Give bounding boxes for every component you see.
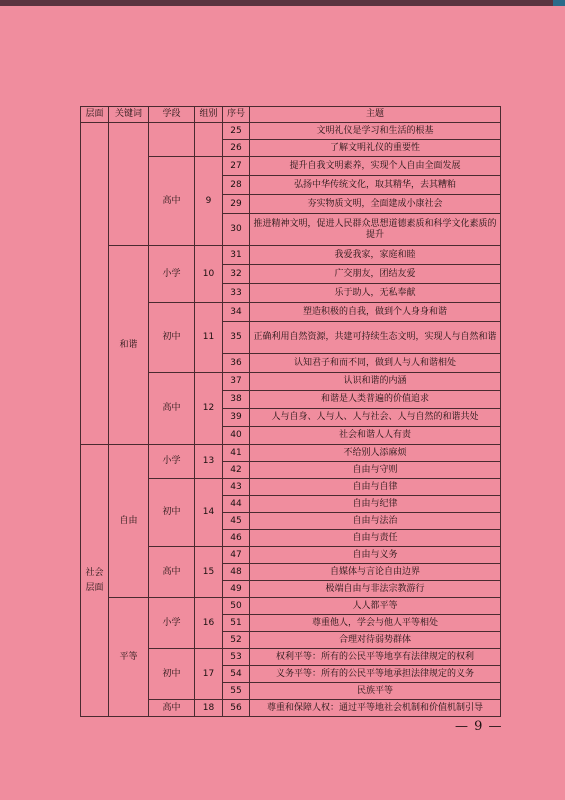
theme-cell: 认识和谐的内涵 <box>250 373 501 391</box>
seq-cell: 28 <box>223 176 250 195</box>
theme-cell: 民族平等 <box>250 683 501 700</box>
theme-cell: 极端自由与非法宗教游行 <box>250 581 501 598</box>
keyword-cell: 平等 <box>109 598 149 717</box>
stage-cell: 高中 <box>149 700 195 717</box>
theme-cell: 乐于助人，无私奉献 <box>250 284 501 303</box>
stage-cell: 小学 <box>149 246 195 303</box>
theme-cell: 自由与责任 <box>250 530 501 547</box>
header-group: 组别 <box>195 107 223 123</box>
page-number: — 9 — <box>455 719 503 734</box>
seq-cell: 33 <box>223 284 250 303</box>
theme-cell: 社会和谐人人有责 <box>250 427 501 445</box>
seq-cell: 44 <box>223 496 250 513</box>
theme-cell: 不给别人添麻烦 <box>250 445 501 462</box>
group-cell: 15 <box>195 547 223 598</box>
header-stage: 学段 <box>149 107 195 123</box>
seq-cell: 47 <box>223 547 250 564</box>
stage-cell: 高中 <box>149 547 195 598</box>
seq-cell: 55 <box>223 683 250 700</box>
seq-cell: 30 <box>223 214 250 246</box>
theme-cell: 认知君子和而不同，做到人与人和谐相处 <box>250 354 501 373</box>
seq-cell: 45 <box>223 513 250 530</box>
theme-cell: 广交朋友，团结友爱 <box>250 265 501 284</box>
seq-cell: 29 <box>223 195 250 214</box>
table-row <box>81 598 501 615</box>
seq-cell: 32 <box>223 265 250 284</box>
theme-cell: 自由与纪律 <box>250 496 501 513</box>
group-cell: 11 <box>195 303 223 373</box>
seq-cell: 39 <box>223 409 250 427</box>
theme-cell: 提升自我文明素养，实现个人自由全面发展 <box>250 157 501 176</box>
group-cell: 18 <box>195 700 223 717</box>
theme-cell: 权利平等：所有的公民平等地享有法律规定的权利 <box>250 649 501 666</box>
stage-cell: 小学 <box>149 598 195 649</box>
seq-cell: 56 <box>223 700 250 717</box>
theme-cell: 正确利用自然资源，共建可持续生态文明，实现人与自然和谐 <box>250 322 501 354</box>
theme-cell: 自由与义务 <box>250 547 501 564</box>
seq-cell: 25 <box>223 123 250 140</box>
theme-cell: 自由与法治 <box>250 513 501 530</box>
header-theme: 主题 <box>250 107 501 123</box>
keyword-cell: 自由 <box>109 445 149 598</box>
group-cell: 10 <box>195 246 223 303</box>
seq-cell: 49 <box>223 581 250 598</box>
stage-cell: 初中 <box>149 649 195 700</box>
header-seq: 序号 <box>223 107 250 123</box>
seq-cell: 31 <box>223 246 250 265</box>
theme-cell: 合理对待弱势群体 <box>250 632 501 649</box>
keyword-cell: 和谐 <box>109 246 149 445</box>
seq-cell: 27 <box>223 157 250 176</box>
seq-cell: 52 <box>223 632 250 649</box>
header-keyword: 关键词 <box>109 107 149 123</box>
layer-cell <box>81 445 109 717</box>
group-cell: 14 <box>195 479 223 547</box>
seq-cell: 34 <box>223 303 250 322</box>
top-border-strip <box>0 0 565 6</box>
seq-cell: 48 <box>223 564 250 581</box>
theme-cell: 人与自身、人与人、人与社会、人与自然的和谐共处 <box>250 409 501 427</box>
stage-cell: 高中 <box>149 157 195 246</box>
theme-cell: 塑造积极的自我，做到个人身身和谐 <box>250 303 501 322</box>
theme-cell: 自由与守则 <box>250 462 501 479</box>
seq-cell: 36 <box>223 354 250 373</box>
group-cell: 13 <box>195 445 223 479</box>
group-cell: 9 <box>195 157 223 246</box>
table-row <box>81 123 501 140</box>
theme-cell: 推进精神文明，促进人民群众思想道德素质和科学文化素质的提升 <box>250 214 501 246</box>
theme-cell: 夯实物质文明，全面建成小康社会 <box>250 195 501 214</box>
stage-cell-upper <box>149 123 195 157</box>
seq-cell: 38 <box>223 391 250 409</box>
seq-cell: 35 <box>223 322 250 354</box>
group-cell: 12 <box>195 373 223 445</box>
layer-label-society: 社会层面 <box>85 567 104 593</box>
seq-cell: 54 <box>223 666 250 683</box>
seq-cell: 41 <box>223 445 250 462</box>
stage-cell: 初中 <box>149 303 195 373</box>
seq-cell: 37 <box>223 373 250 391</box>
stage-cell: 初中 <box>149 479 195 547</box>
theme-cell: 自由与自律 <box>250 479 501 496</box>
theme-cell: 弘扬中华传统文化，取其精华，去其糟粕 <box>250 176 501 195</box>
table-header-row <box>81 107 501 123</box>
seq-cell: 53 <box>223 649 250 666</box>
seq-cell: 42 <box>223 462 250 479</box>
theme-cell: 尊重他人，学会与他人平等相处 <box>250 615 501 632</box>
group-cell-upper <box>195 123 223 157</box>
group-cell: 17 <box>195 649 223 700</box>
theme-cell: 和谐是人类普遍的价值追求 <box>250 391 501 409</box>
seq-cell: 46 <box>223 530 250 547</box>
seq-cell: 43 <box>223 479 250 496</box>
header-layer: 层面 <box>81 107 109 123</box>
seq-cell: 40 <box>223 427 250 445</box>
stage-cell: 高中 <box>149 373 195 445</box>
table-row <box>81 246 501 265</box>
seq-cell: 51 <box>223 615 250 632</box>
stage-cell: 小学 <box>149 445 195 479</box>
layer-cell-upper <box>81 123 109 445</box>
theme-cell: 尊重和保障人权：通过平等地社会机制和价值机制引导 <box>250 700 501 717</box>
group-cell: 16 <box>195 598 223 649</box>
seq-cell: 26 <box>223 140 250 157</box>
theme-cell: 人人都平等 <box>250 598 501 615</box>
theme-cell: 文明礼仪是学习和生活的根基 <box>250 123 501 140</box>
curriculum-table <box>80 106 501 717</box>
theme-cell: 自媒体与言论自由边界 <box>250 564 501 581</box>
theme-cell: 我爱我家，家庭和睦 <box>250 246 501 265</box>
theme-cell: 了解文明礼仪的重要性 <box>250 140 501 157</box>
seq-cell: 50 <box>223 598 250 615</box>
theme-cell: 义务平等：所有的公民平等地承担法律规定的义务 <box>250 666 501 683</box>
keyword-cell-civility <box>109 123 149 246</box>
table-row <box>81 445 501 462</box>
